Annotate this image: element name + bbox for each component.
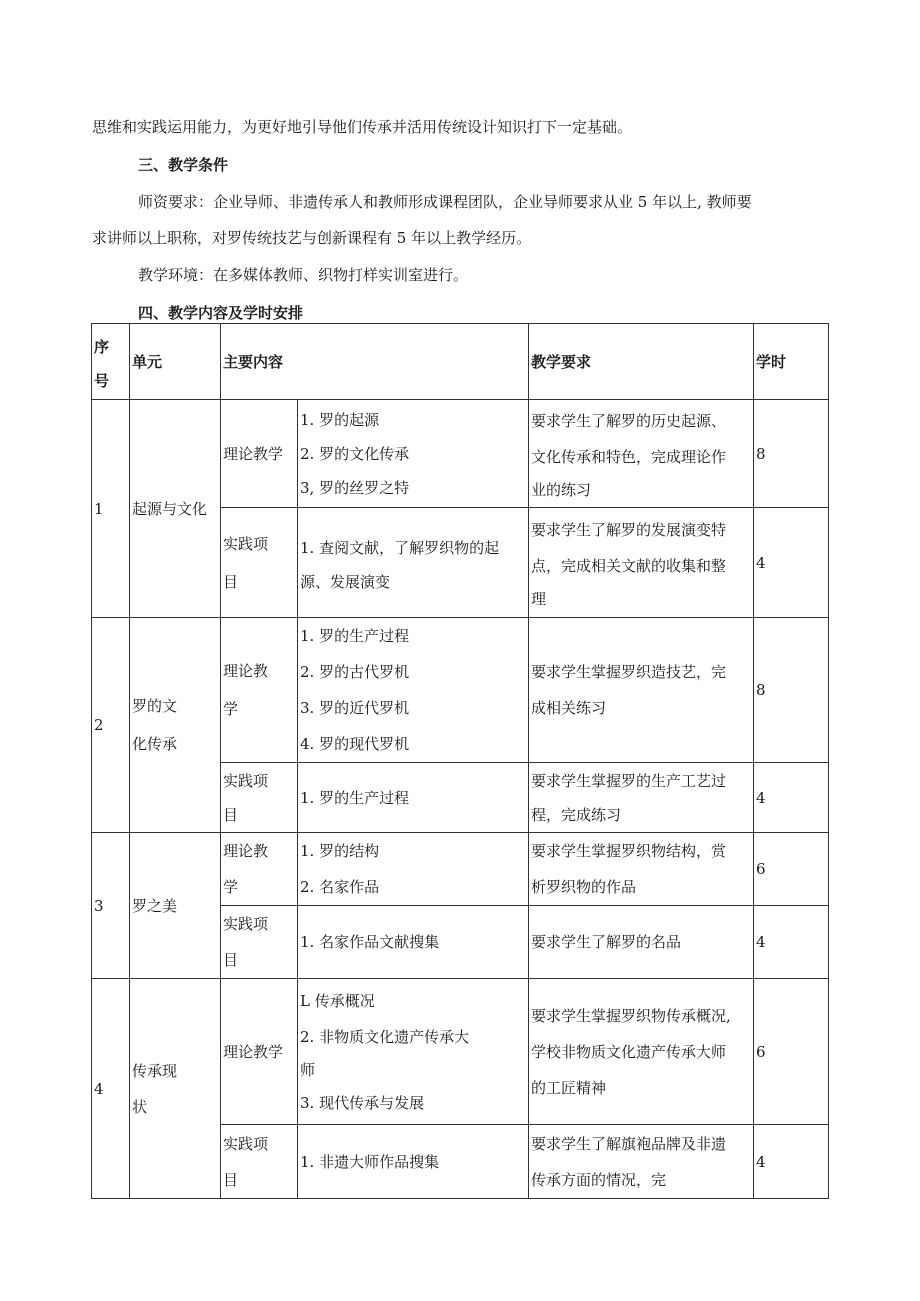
requirement-line: 理 <box>531 589 547 608</box>
row-hours: 6 <box>754 833 829 906</box>
requirement-line: 文化传承和特色，完成理论作 <box>531 447 727 466</box>
row-type-line1: 实践项 <box>223 1134 269 1153</box>
unit-name <box>130 979 221 1199</box>
requirement-line: 点，完成相关文献的收集和整 <box>531 556 727 575</box>
content-line: 2. 罗的文化传承 <box>300 444 410 463</box>
row-type <box>221 833 298 906</box>
row-type <box>221 400 298 508</box>
row-type <box>221 906 298 979</box>
requirement-line: 要求学生掌握罗织物传承概况, <box>531 1006 731 1025</box>
content-line: 1. 非遗大师作品搜集 <box>300 1152 440 1171</box>
content-line: 1. 罗的生产过程 <box>300 788 410 807</box>
requirement-line: 要求学生了解旗袍品牌及非遗 <box>531 1134 727 1153</box>
row-content <box>298 833 529 906</box>
table-header-row <box>92 324 829 400</box>
row-type-line2: 学 <box>223 878 239 896</box>
row-hours: 4 <box>754 763 829 833</box>
row-type-line2: 目 <box>223 805 239 824</box>
requirement-line: 析罗织物的作品 <box>531 878 637 896</box>
content-line: 3, 罗的丝罗之特 <box>300 478 410 497</box>
content-line: 1. 名家作品文献搜集 <box>300 933 440 951</box>
row-type-line1: 实践项 <box>223 534 269 553</box>
row-hours: 4 <box>754 906 829 979</box>
row-type-line1: 实践项 <box>223 771 269 790</box>
header-content: 主要内容 <box>221 324 529 400</box>
content-line: 2. 名家作品 <box>300 878 380 896</box>
row-content <box>298 979 529 1125</box>
requirement-line: 要求学生掌握罗织造技艺，完 <box>531 663 727 681</box>
content-line: 1. 罗的结构 <box>300 842 380 860</box>
table-row <box>92 400 829 508</box>
unit-name-line1: 罗之美 <box>132 896 178 915</box>
row-requirement <box>529 508 754 618</box>
section-heading-3: 三、教学条件 <box>138 156 229 174</box>
row-type <box>221 618 298 763</box>
header-requirement: 教学要求 <box>529 324 754 400</box>
row-content <box>298 508 529 618</box>
schedule-table <box>91 323 829 1199</box>
requirement-line: 程，完成练习 <box>531 805 622 824</box>
content-line: 3. 罗的近代罗机 <box>300 699 410 717</box>
row-type-line1: 理论教学 <box>223 1042 284 1061</box>
row-content <box>298 400 529 508</box>
row-hours: 8 <box>754 400 829 508</box>
unit-name <box>130 618 221 833</box>
row-requirement <box>529 906 754 979</box>
header-seq-line2: 号 <box>94 371 110 390</box>
content-line: 1. 罗的起源 <box>300 410 380 429</box>
row-hours: 8 <box>754 618 829 763</box>
header-hours: 学时 <box>754 324 829 400</box>
content-line: 3. 现代传承与发展 <box>300 1093 425 1112</box>
row-requirement <box>529 618 754 763</box>
teaching-environment: 教学环境：在多媒体教师、织物打样实训室进行。 <box>138 266 469 284</box>
row-type-line1: 理论教 <box>223 842 269 860</box>
section-heading-4: 四、教学内容及学时安排 <box>138 304 304 322</box>
row-type-line2: 目 <box>223 1170 239 1189</box>
row-type-line1: 理论教学 <box>223 444 284 463</box>
content-line: 2. 非物质文化遗产传承大 <box>300 1027 470 1046</box>
header-seq-line1: 序 <box>94 337 110 356</box>
requirement-line: 要求学生了解罗的名品 <box>531 933 682 951</box>
table-row <box>92 979 829 1125</box>
table-row <box>92 618 829 763</box>
row-type-line2: 目 <box>223 572 239 591</box>
unit-name <box>130 400 221 618</box>
row-content <box>298 906 529 979</box>
row-type-line2: 学 <box>223 700 239 718</box>
unit-seq: 3 <box>92 833 130 979</box>
content-line: 1. 罗的生产过程 <box>300 627 410 645</box>
unit-seq: 2 <box>92 618 130 833</box>
row-requirement <box>529 979 754 1125</box>
unit-name-line1: 罗的文 <box>132 697 178 715</box>
requirement-line: 要求学生掌握罗的生产工艺过 <box>531 771 727 790</box>
requirement-line: 业的练习 <box>531 480 592 499</box>
unit-seq: 4 <box>92 979 130 1199</box>
unit-name-line1: 传承现 <box>132 1061 178 1080</box>
unit-seq: 1 <box>92 400 130 618</box>
row-type-line1: 实践项 <box>223 915 269 933</box>
row-hours: 4 <box>754 1125 829 1199</box>
row-content <box>298 1125 529 1199</box>
row-content <box>298 618 529 763</box>
row-requirement <box>529 400 754 508</box>
row-hours: 4 <box>754 508 829 618</box>
content-line: 2. 罗的古代罗机 <box>300 663 410 681</box>
row-type <box>221 1125 298 1199</box>
content-line: 师 <box>300 1060 316 1079</box>
paragraph-intro-end: 思维和实践运用能力，为更好地引导他们传承并活用传统设计知识打下一定基础。 <box>92 118 633 136</box>
content-line: 4. 罗的现代罗机 <box>300 735 410 753</box>
row-requirement <box>529 1125 754 1199</box>
requirement-line: 的工匠精神 <box>531 1078 607 1097</box>
row-type <box>221 508 298 618</box>
row-type <box>221 763 298 833</box>
unit-name-line2: 化传承 <box>132 735 178 753</box>
row-hours: 6 <box>754 979 829 1125</box>
unit-name-line2: 状 <box>132 1097 148 1116</box>
row-type <box>221 979 298 1125</box>
unit-name <box>130 833 221 979</box>
row-type-line1: 理论教 <box>223 662 269 680</box>
requirement-line: 成相关练习 <box>531 699 607 717</box>
table-row <box>92 833 829 906</box>
requirement-line: 要求学生了解罗的发展演变特 <box>531 520 727 539</box>
requirement-line: 要求学生掌握罗织物结构，赏 <box>531 842 727 860</box>
requirement-line: 传承方面的情况，完 <box>531 1170 667 1189</box>
content-line: L 传承概况 <box>300 991 375 1010</box>
header-unit: 单元 <box>130 324 221 400</box>
requirement-line: 要求学生了解罗的历史起源、 <box>531 411 727 430</box>
content-line: 1. 查阅文献，了解罗织物的起 <box>300 538 500 557</box>
row-type-line2: 目 <box>223 951 239 969</box>
row-requirement <box>529 763 754 833</box>
row-content <box>298 763 529 833</box>
requirement-line: 学校非物质文化遗产传承大师 <box>531 1042 727 1061</box>
teacher-requirement-line1: 师资要求：企业导师、非遗传承人和教师形成课程团队，企业导师要求从业 5 年以上, 教师要 <box>138 193 752 211</box>
teacher-requirement-line2: 求讲师以上职称，对罗传统技艺与创新课程有 5 年以上教学经历。 <box>92 229 532 247</box>
unit-name-line1: 起源与文化 <box>132 499 208 518</box>
header-seq <box>92 324 130 400</box>
row-requirement <box>529 833 754 906</box>
content-line: 源、发展演变 <box>300 572 391 591</box>
